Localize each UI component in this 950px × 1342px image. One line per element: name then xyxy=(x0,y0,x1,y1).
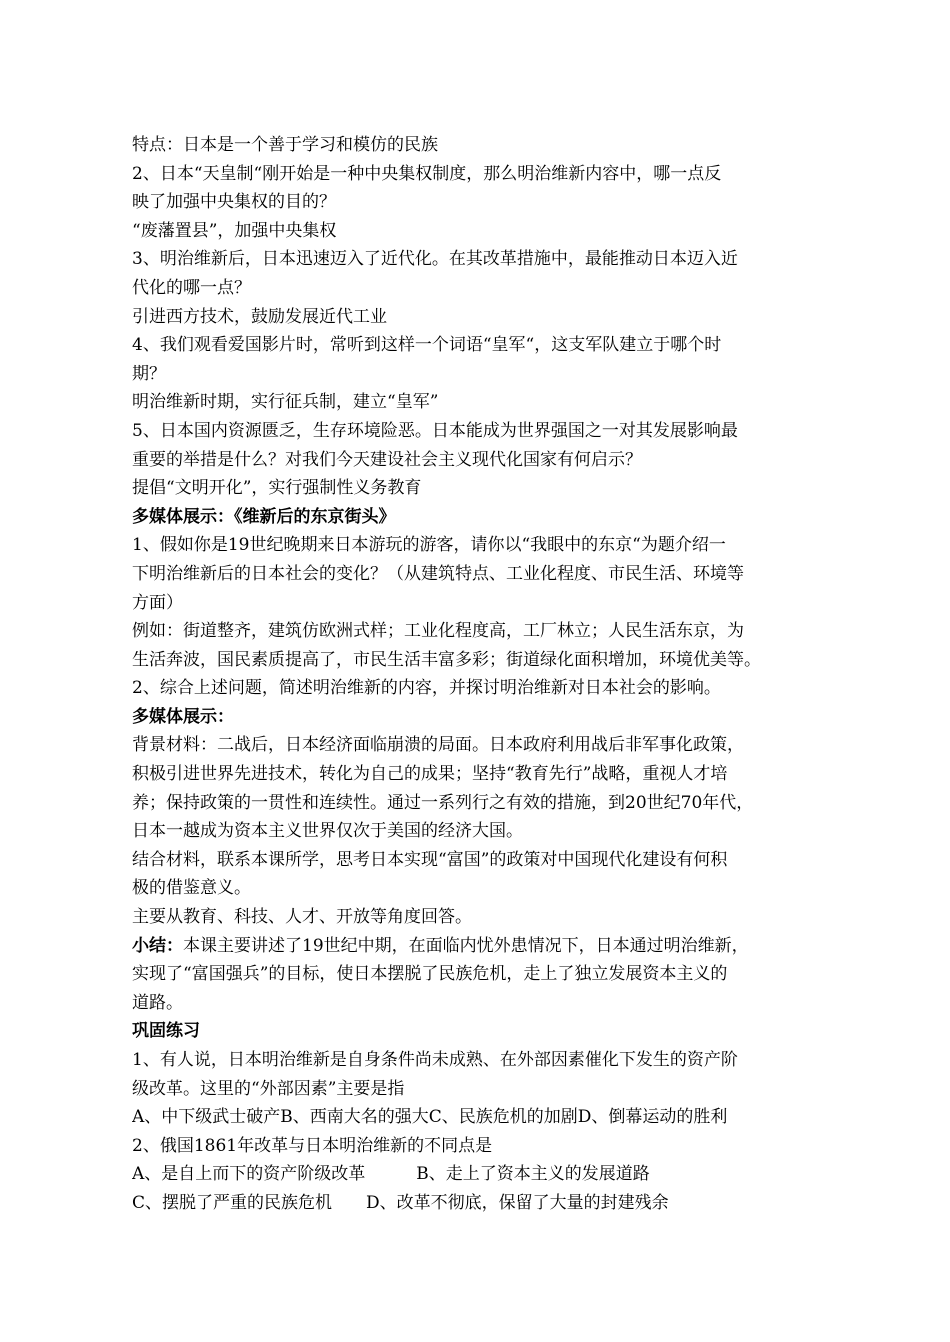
text-line xyxy=(132,903,832,932)
text-line xyxy=(132,989,832,1018)
text-line xyxy=(132,1132,832,1161)
text-line xyxy=(132,1160,832,1189)
text-line xyxy=(132,703,832,732)
line-text: 特点：日本是一个善于学习和模仿的民族 xyxy=(132,135,438,155)
text-line xyxy=(132,274,832,303)
line-text: 提倡“文明开化”，实行强制性义务教育 xyxy=(132,478,422,499)
text-line xyxy=(132,560,832,589)
line-text: 2、日本“天皇制“刚开始是一种中央集权制度，那么明治维新内容中，哪一点反 xyxy=(132,163,722,184)
line-text: 引进西方技术，鼓励发展近代工业 xyxy=(132,306,387,327)
text-line xyxy=(132,160,832,189)
text-line xyxy=(132,1103,832,1132)
bold-heading: 小结： xyxy=(132,935,183,956)
line-text: 方面） xyxy=(132,592,183,613)
line-text: 日本一越成为资本主义世界仅次于美国的经济大国。 xyxy=(132,821,523,842)
text-line xyxy=(132,388,832,417)
bold-heading: 多媒体展示：《维新后的东京街头》 xyxy=(132,506,396,527)
text-line xyxy=(132,846,832,875)
text-line xyxy=(132,932,832,961)
text-line xyxy=(132,1017,832,1046)
text-line xyxy=(132,646,832,675)
line-text: 代化的哪一点？ xyxy=(132,277,251,298)
line-text: 1、假如你是19世纪晚期来日本游玩的游客，请你以“我眼中的东京“为题介绍一 xyxy=(132,535,726,556)
text-line xyxy=(132,446,832,475)
text-line xyxy=(132,731,832,760)
line-text: 明治维新时期，实行征兵制，建立“皇军” xyxy=(132,392,439,413)
text-line xyxy=(132,789,832,818)
line-text: A、是自上而下的资产阶级改革 B、走上了资本主义的发展道路 xyxy=(132,1164,650,1185)
bold-heading: 巩固练习 xyxy=(132,1021,200,1042)
text-line xyxy=(132,188,832,217)
line-text: 重要的举措是什么？对我们今天建设社会主义现代化国家有何启示？ xyxy=(132,449,642,470)
line-text: 3、明治维新后，日本迅速迈入了近代化。在其改革措施中，最能推动日本迈入近 xyxy=(132,249,738,270)
line-text: 期？ xyxy=(132,363,166,384)
document-page xyxy=(132,131,832,1218)
line-text: 道路。 xyxy=(132,992,183,1013)
line-text: 极的借鉴意义。 xyxy=(132,878,251,899)
text-line xyxy=(132,331,832,360)
line-text: 5、日本国内资源匮乏，生存环境险恶。日本能成为世界强国之一对其发展影响最 xyxy=(132,420,738,441)
line-text: 背景材料：二战后，日本经济面临崩溃的局面。日本政府利用战后非军事化政策， xyxy=(132,735,744,756)
text-line xyxy=(132,217,832,246)
text-line xyxy=(132,531,832,560)
line-text: 2、综合上述问题，简述明治维新的内容，并探讨明治维新对日本社会的影响。 xyxy=(132,678,721,699)
text-line xyxy=(132,360,832,389)
line-text: 映了加强中央集权的目的？ xyxy=(132,192,336,213)
text-line xyxy=(132,1189,832,1218)
text-line xyxy=(132,474,832,503)
line-text: 2、俄国1861年改革与日本明治维新的不同点是 xyxy=(132,1135,493,1156)
line-text: 生活奔波，国民素质提高了，市民生活丰富多彩；街道绿化面积增加，环境优美等。 xyxy=(132,649,761,670)
line-text: 4、我们观看爱国影片时，常听到这样一个词语“皇军“，这支军队建立于哪个时 xyxy=(132,335,722,356)
line-text: C、摆脱了严重的民族危机 D、改革不彻底，保留了大量的封建残余 xyxy=(132,1192,669,1213)
text-line xyxy=(132,245,832,274)
text-line xyxy=(132,960,832,989)
text-line xyxy=(132,417,832,446)
bold-heading: 多媒体展示： xyxy=(132,706,234,727)
text-line xyxy=(132,617,832,646)
line-text: 结合材料，联系本课所学，思考日本实现“富国”的政策对中国现代化建设有何积 xyxy=(132,849,728,870)
text-line xyxy=(132,674,832,703)
line-text: “废藩置县”，加强中央集权 xyxy=(132,220,337,241)
line-text: 下明治维新后的日本社会的变化？（从建筑特点、工业化程度、市民生活、环境等 xyxy=(132,563,744,584)
text-line xyxy=(132,131,832,160)
text-line xyxy=(132,589,832,618)
text-line xyxy=(132,503,832,532)
line-text: A、中下级武士破产B、西南大名的强大C、民族危机的加剧D、倒幕运动的胜利 xyxy=(132,1107,728,1128)
text-line xyxy=(132,817,832,846)
line-text: 级改革。这里的“外部因素”主要是指 xyxy=(132,1078,405,1099)
line-text: 积极引进世界先进技术，转化为自己的成果；坚持“教育先行”战略，重视人才培 xyxy=(132,764,728,785)
text-line xyxy=(132,760,832,789)
text-line xyxy=(132,303,832,332)
text-line xyxy=(132,1075,832,1104)
text-line xyxy=(132,874,832,903)
line-text: 实现了“富国强兵”的目标，使日本摆脱了民族危机，走上了独立发展资本主义的 xyxy=(132,964,728,985)
text-line xyxy=(132,1046,832,1075)
line-text: 1、有人说，日本明治维新是自身条件尚未成熟、在外部因素催化下发生的资产阶 xyxy=(132,1050,738,1070)
line-text: 养；保持政策的一贯性和连续性。通过一系列行之有效的措施，到20世纪70年代， xyxy=(132,792,754,813)
line-text: 主要从教育、科技、人才、开放等角度回答。 xyxy=(132,907,472,928)
line-text: 例如：街道整齐，建筑仿欧洲式样；工业化程度高，工厂林立；人民生活东京，为 xyxy=(132,621,744,642)
line-text: 本课主要讲述了19世纪中期，在面临内忧外患情况下，日本通过明治维新， xyxy=(183,935,749,956)
